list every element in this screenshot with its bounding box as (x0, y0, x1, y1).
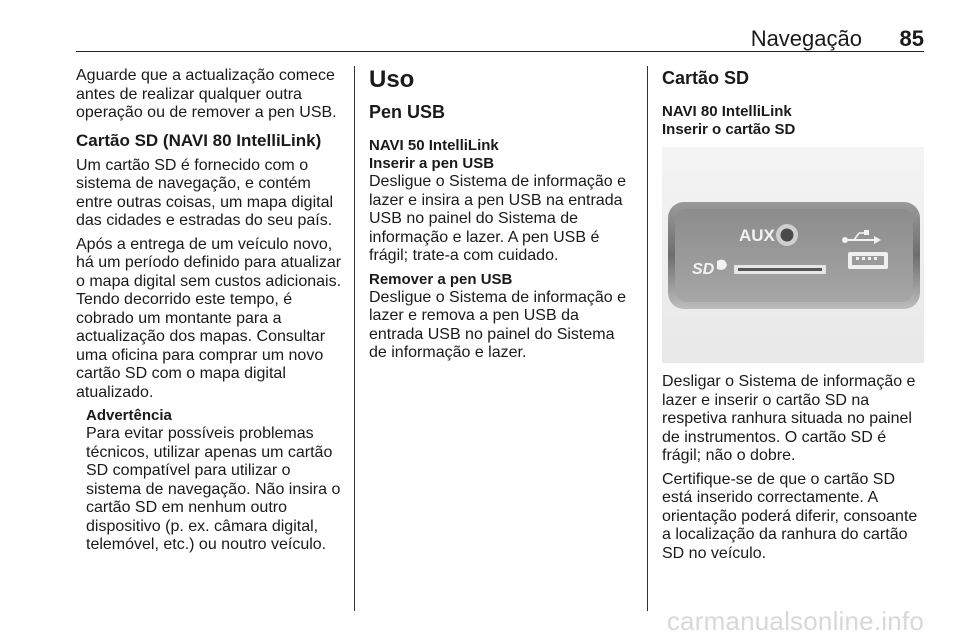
warning-box (86, 407, 342, 555)
column-divider-right (647, 66, 648, 611)
usb-insert-text: Desligue o Sistema de informação e lazer e insira a pen USB na entrada USB no painel do Sistema de informação e lazer. A pen USB é frágil; trate-a com cuidado. (369, 173, 627, 264)
page-header (76, 26, 924, 52)
sd-paragraph-1: Desligar o Sistema de informação e lazer e inserir o cartão SD na respetiva ranhura situada no painel de instrumentos. O cartão SD é frágil; não o dobre. (662, 373, 916, 464)
usb-heading: Pen USB (369, 102, 446, 122)
sd-paragraph-2: Certifique-se de que o cartão SD está inserido correctamente. A orientação poderá diferir, consoante a localização da ranhura do cartão SD no veículo. (662, 470, 918, 562)
warning-title: Advertência (86, 407, 172, 424)
column-divider-left (354, 66, 355, 611)
sd-insert-title: Inserir o cartão SD (662, 121, 796, 138)
sd-model-label: NAVI 80 IntelliLink (662, 103, 792, 120)
sd-logo-label: SD (692, 261, 715, 278)
header-rule (76, 51, 924, 52)
column-2 (369, 67, 631, 368)
intro-paragraph: Aguarde que a actualização comece antes de realizar qualquer outra operação ou de remover a pen USB. (76, 67, 337, 121)
watermark: carmanualsonline.info (666, 606, 924, 636)
usb-model-label: NAVI 50 IntelliLink (369, 137, 499, 154)
usb-insert-title: Inserir a pen USB (369, 155, 495, 172)
warning-text: Para evitar possíveis problemas técnicos, utilizar apenas um cartão SD compatível para utilizar o sistema de navegação. Não insira o cartão SD em nenhum outro dispositivo (p. ex. câmara digital, telemóvel, etc.) ou noutro veículo. (86, 425, 341, 553)
sd-heading: Cartão SD (662, 68, 750, 88)
aux-label: AUX (739, 226, 775, 245)
sd-slot-figure (662, 147, 924, 363)
sd-card-heading: Cartão SD (NAVI 80 IntelliLink) (76, 130, 322, 150)
column-1 (76, 67, 342, 555)
column-3 (662, 67, 924, 568)
usage-heading: Uso (369, 66, 415, 93)
sd-card-paragraph-2: Após a entrega de um veículo novo, há um período definido para atualizar o mapa digital sem custos adicionais. Tendo decorrido este tempo, é cobrado um montante para a actualização dos mapas. Consultar uma oficina para comprar um novo cartão SD com o mapa digital atualizado. (76, 235, 342, 401)
sd-slot-illustration (662, 147, 924, 363)
sd-card-paragraph-1: Um cartão SD é fornecido com o sistema de navegação, e contém entre outras coisas, um mapa digital das cidades e estradas do seu país. (76, 156, 334, 229)
page-number: 85 (899, 26, 924, 51)
usb-remove-title: Remover a pen USB (369, 270, 513, 288)
section-title: Navegação (750, 26, 862, 51)
usb-remove-text: Desligue o Sistema de informação e lazer e remova a pen USB da entrada USB no painel do Sistema de informação e lazer. (369, 288, 627, 361)
